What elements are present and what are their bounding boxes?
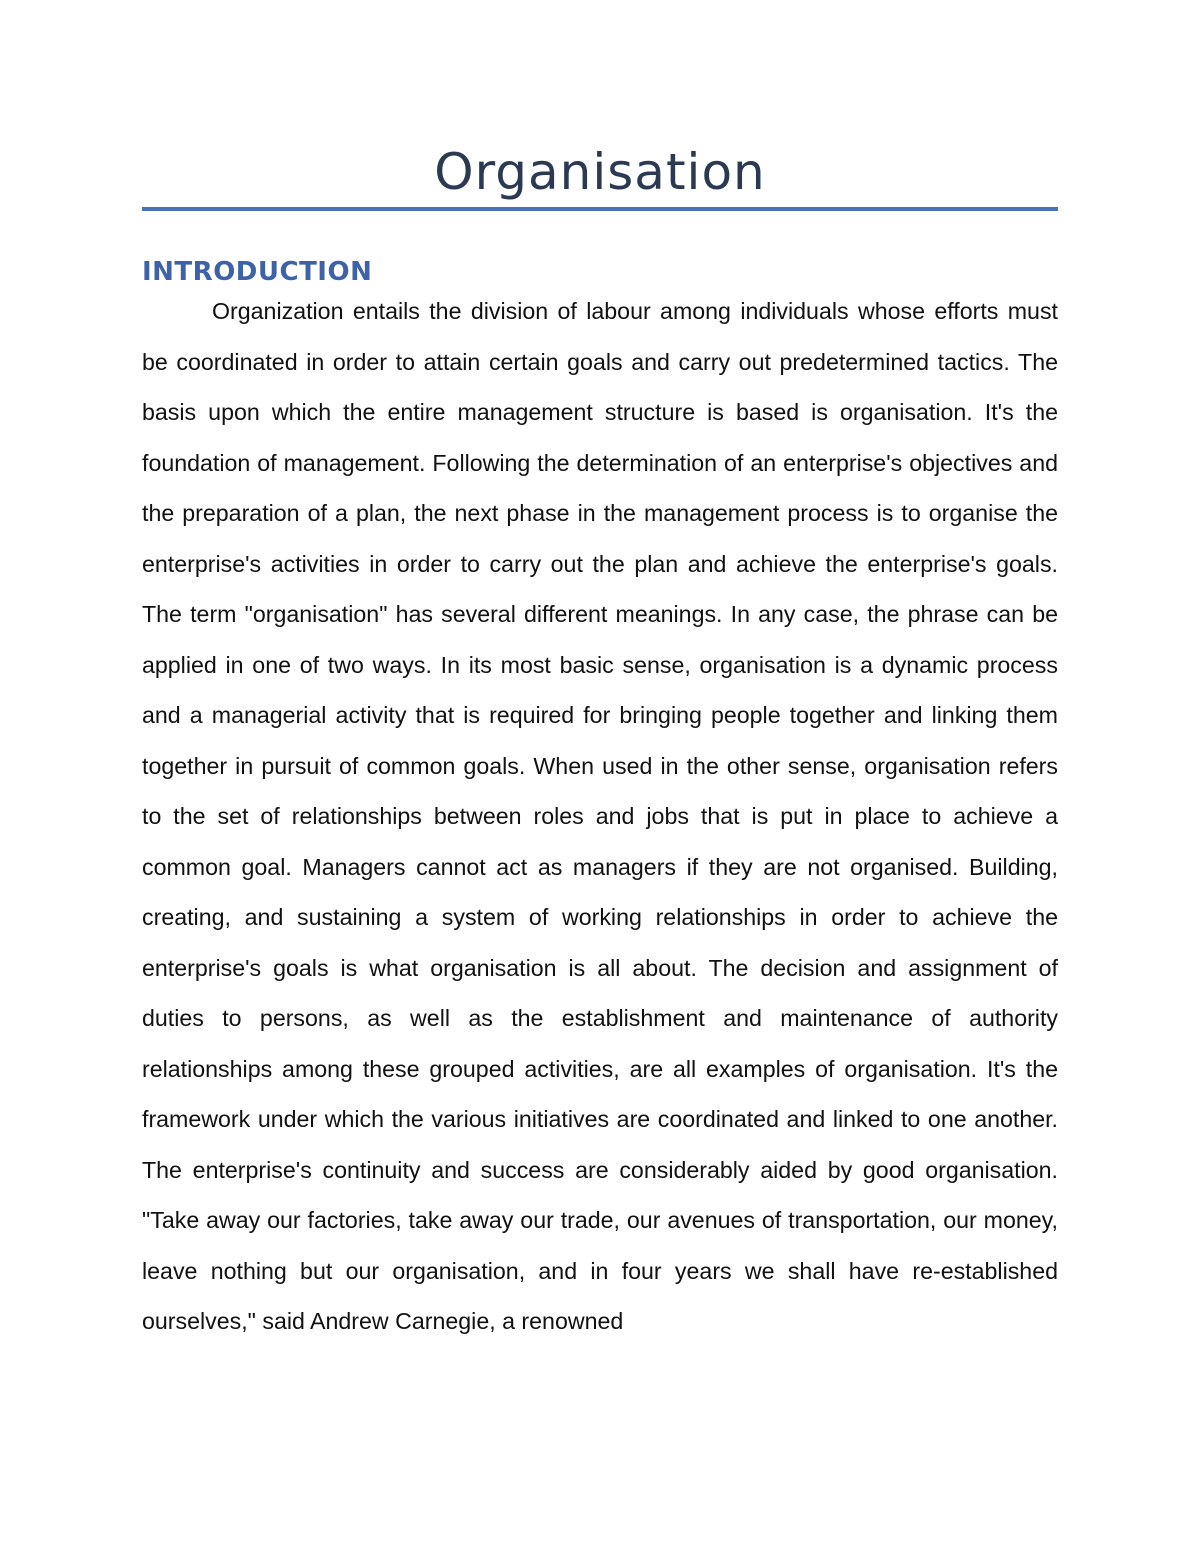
title-underline: [142, 207, 1058, 211]
body-paragraph: Organization entails the division of labour among individuals whose efforts must be coordinated in order to attain certain goals and carry out predetermined tactics. The basis upon which the entire management structure is based is organisation. It's the foundation of management. Following the determination of an enterprise's objectives and the preparation of a plan, the next phase in the management process is to organise the enterprise's activities in order to carry out the plan and achieve the enterprise's goals. The term "organisation" has several different meanings. In any case, the phrase can be applied in one of two ways. In its most basic sense, organisation is a dynamic process and a managerial activity that is required for bringing people together and linking them together in pursuit of common goals. When used in the other sense, organisation refers to the set of relationships between roles and jobs that is put in place to achieve a common goal. Managers cannot act as managers if they are not organised. Building, creating, and sustaining a system of working relationships in order to achieve the enterprise's goals is what organisation is all about. The decision and assignment of duties to persons, as well as the establishment and maintenance of authority relationships among these grouped activities, are all examples of organisation. It's the framework under which the various initiatives are coordinated and linked to one another. The enterprise's continuity and success are considerably aided by good organisation. "Take away our factories, take away our trade, our avenues of transportation, our money, leave nothing but our organisation, and in four years we shall have re-established ourselves," said Andrew Carnegie, a renowned: [142, 298, 1058, 1334]
section-heading: INTRODUCTION: [142, 257, 373, 287]
page-title: Organisation: [434, 143, 766, 201]
document-page: [142, 0, 1058, 1553]
